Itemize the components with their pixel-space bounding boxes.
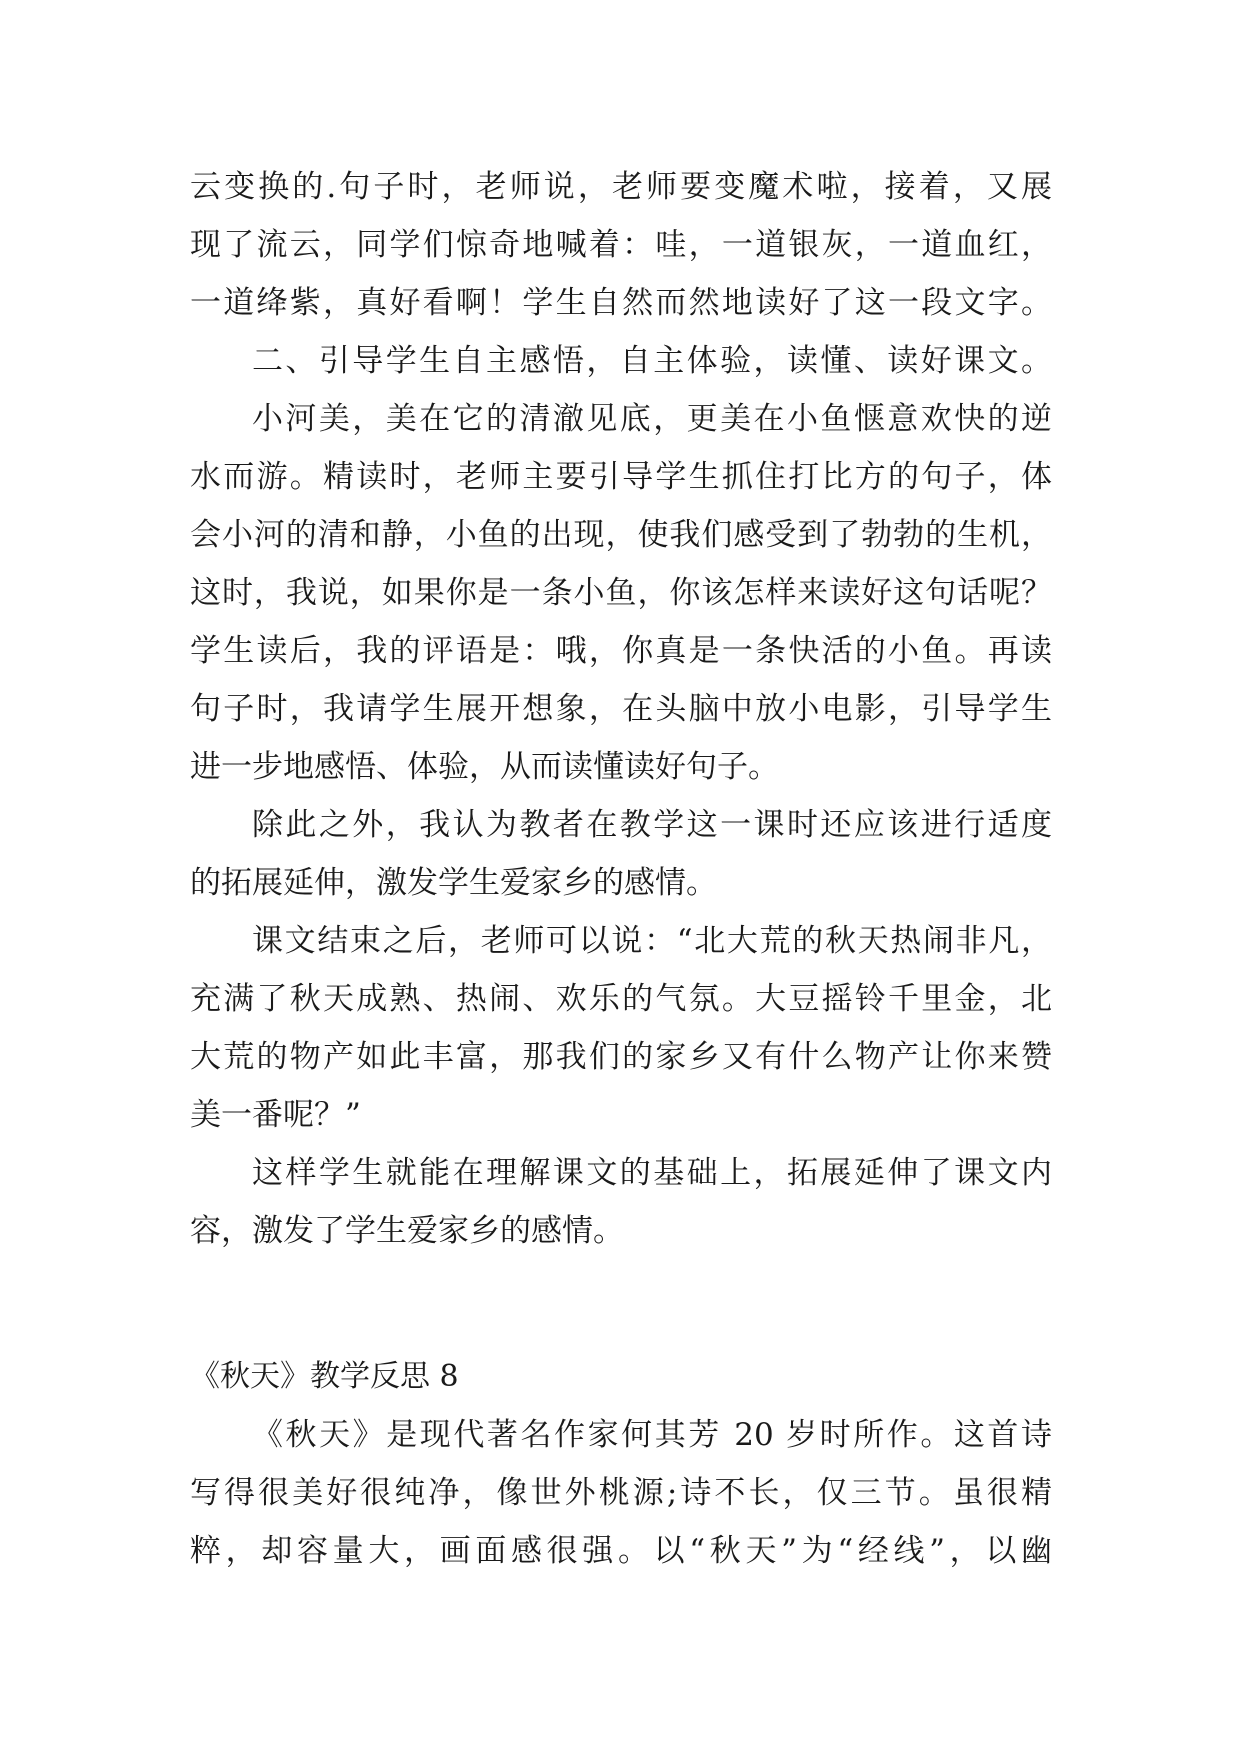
text-line: 句子时，我请学生展开想象，在头脑中放小电影，引导学生 <box>190 691 1052 727</box>
text-line: 充满了秋天成熟、热闹、欢乐的气氛。大豆摇铃千里金，北 <box>190 981 1052 1017</box>
text-line: 云变换的.句子时，老师说，老师要变魔术啦，接着，又展 <box>190 169 1052 205</box>
text-line: 会小河的清和静，小鱼的出现，使我们感受到了勃勃的生机， <box>190 517 1052 553</box>
text-line: 《秋天》是现代著名作家何其芳 20 岁时所作。这首诗 <box>252 1417 1052 1453</box>
text-line: 这时，我说，如果你是一条小鱼，你该怎样来读好这句话呢？ <box>190 575 1052 611</box>
text-line: 容，激发了学生爱家乡的感情。 <box>190 1213 624 1249</box>
text-line: 写得很美好很纯净，像世外桃源;诗不长，仅三节。虽很精 <box>190 1475 1052 1511</box>
text-line: 大荒的物产如此丰富，那我们的家乡又有什么物产让你来赞 <box>190 1039 1052 1075</box>
text-line: 课文结束之后，老师可以说：“北大荒的秋天热闹非凡， <box>252 923 1052 959</box>
text-line: 水而游。精读时，老师主要引导学生抓住打比方的句子，体 <box>190 459 1052 495</box>
section-title: 《秋天》教学反思 8 <box>190 1359 459 1394</box>
text-line: 现了流云，同学们惊奇地喊着：哇，一道银灰，一道血红， <box>190 227 1052 263</box>
text-line: 粹，却容量大，画面感很强。以“秋天”为“经线”，以幽 <box>190 1533 1052 1569</box>
section-heading-line: 二、引导学生自主感悟，自主体验，读懂、读好课文。 <box>252 343 1052 379</box>
text-line: 一道绛紫，真好看啊！学生自然而然地读好了这一段文字。 <box>190 285 1052 321</box>
text-line: 除此之外，我认为教者在教学这一课时还应该进行适度 <box>252 807 1052 843</box>
text-line: 进一步地感悟、体验，从而读懂读好句子。 <box>190 749 779 785</box>
document-body <box>190 158 1052 1580</box>
text-line: 的拓展延伸，激发学生爱家乡的感情。 <box>190 865 717 901</box>
text-line: 小河美，美在它的清澈见底，更美在小鱼惬意欢快的逆 <box>252 401 1052 437</box>
text-line: 美一番呢？” <box>190 1097 361 1133</box>
text-line: 这样学生就能在理解课文的基础上，拓展延伸了课文内 <box>252 1155 1052 1191</box>
text-line: 学生读后，我的评语是：哦，你真是一条快活的小鱼。再读 <box>190 633 1052 669</box>
